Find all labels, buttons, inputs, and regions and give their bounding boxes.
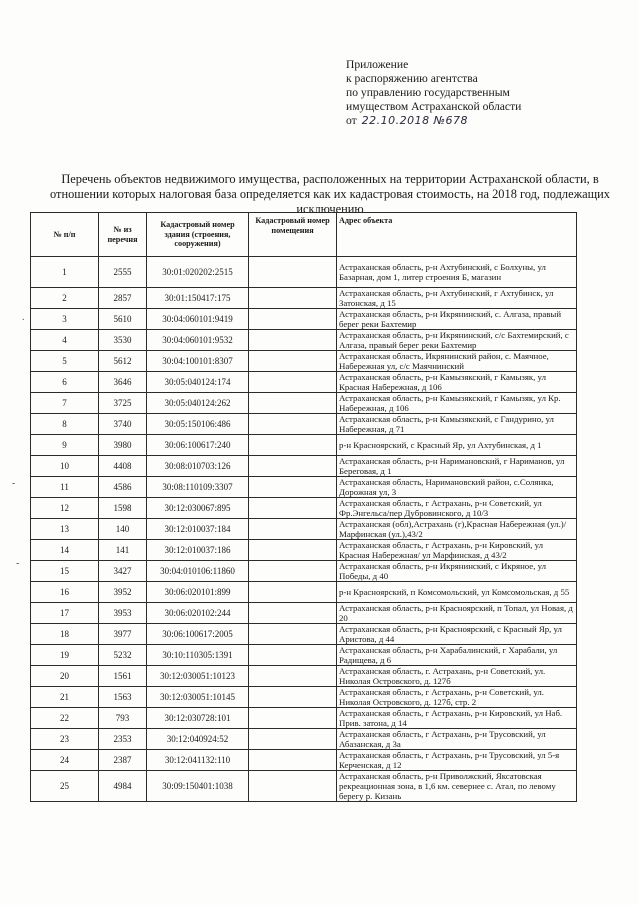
appendix-line: Приложение — [346, 58, 409, 71]
table-row — [31, 582, 577, 603]
date-prefix: от — [346, 114, 357, 127]
cell-list-num: 141 — [99, 540, 147, 561]
cell-list-num: 3725 — [99, 393, 147, 414]
cell-cadastral-premises — [249, 351, 337, 372]
cell-cadastral-premises — [249, 414, 337, 435]
cell-address: Астраханская область, Наримановский район, с.Солянка, Дорожная ул, 3 — [337, 477, 577, 498]
cell-cadastral-premises — [249, 624, 337, 645]
cell-cadastral-building: 30:01:020202:2515 — [147, 257, 249, 288]
appendix-line: к распоряжению агентства — [346, 72, 478, 85]
table-row — [31, 561, 577, 582]
table-row — [31, 708, 577, 729]
cell-address: Астраханская область, р-н Икрянинский, с Икряное, ул Победы, д 40 — [337, 561, 577, 582]
header-cadastral-premises: Кадастровый номер помещения — [249, 213, 337, 257]
table-row — [31, 372, 577, 393]
cell-num: 11 — [31, 477, 99, 498]
cell-address: Астраханская область, р-н Красноярский, п Топал, ул Новая, д 20 — [337, 603, 577, 624]
cell-address: Астраханская область, Икрянинский район, с. Маячное, Набережная ул, с/с Маячнинский — [337, 351, 577, 372]
cell-list-num: 4586 — [99, 477, 147, 498]
cell-list-num: 1563 — [99, 687, 147, 708]
cell-num: 23 — [31, 729, 99, 750]
table-header-row — [31, 213, 577, 257]
cell-num: 1 — [31, 257, 99, 288]
cell-list-num: 140 — [99, 519, 147, 540]
cell-list-num: 4408 — [99, 456, 147, 477]
margin-mark: . — [22, 312, 25, 323]
table-row — [31, 687, 577, 708]
document-title: Перечень объектов недвижимого имущества, расположенных на территории Астраханской области, в отношении которых налоговая база определяется как их кадастровая стоимость, на 2018 год, подлежащих исключению — [50, 172, 610, 216]
cell-cadastral-premises — [249, 666, 337, 687]
cell-cadastral-building: 30:10:110305:1391 — [147, 645, 249, 666]
header-num: № п/п — [31, 213, 99, 257]
cell-num: 10 — [31, 456, 99, 477]
cell-num: 15 — [31, 561, 99, 582]
cell-cadastral-premises — [249, 582, 337, 603]
cell-address: Астраханская область, г Астрахань, р-н Кировский, ул Красная Набережная/ ул Марфинская, д 43/2 — [337, 540, 577, 561]
cell-num: 14 — [31, 540, 99, 561]
appendix-block — [346, 58, 521, 128]
cell-cadastral-premises — [249, 519, 337, 540]
cell-address: Астраханская область, р-н Камызякский, с Гандурино, ул Набережная, д 71 — [337, 414, 577, 435]
cell-address: Астраханская область, р-н Харабалинский, г Харабали, ул Радищева, д 6 — [337, 645, 577, 666]
cell-num: 5 — [31, 351, 99, 372]
header-cadastral-building: Кадастровый номер здания (строения, сооружения) — [147, 213, 249, 257]
cell-num: 18 — [31, 624, 99, 645]
cell-cadastral-premises — [249, 540, 337, 561]
cell-address: Астраханская область, г Астрахань, р-н Советский, ул Фр.Энгельса/пер Дубровинского, д 10/3 — [337, 498, 577, 519]
cell-cadastral-premises — [249, 645, 337, 666]
cell-num: 9 — [31, 435, 99, 456]
cell-cadastral-building: 30:12:010037:186 — [147, 540, 249, 561]
table-row — [31, 456, 577, 477]
cell-cadastral-premises — [249, 372, 337, 393]
cell-cadastral-premises — [249, 729, 337, 750]
cell-address: Астраханская (обл),Астрахань (г),Красная Набережная (ул.)/Марфинская (ул.),43/2 — [337, 519, 577, 540]
cell-list-num: 3977 — [99, 624, 147, 645]
cell-address: Астраханская область, р-н Икрянинский, с/с Бахтемирский, с Алгаза, правый берег реки Бахтемир — [337, 330, 577, 351]
cell-cadastral-building: 30:12:030051:10145 — [147, 687, 249, 708]
cell-num: 2 — [31, 288, 99, 309]
table-row — [31, 645, 577, 666]
cell-list-num: 793 — [99, 708, 147, 729]
cell-cadastral-building: 30:05:040124:174 — [147, 372, 249, 393]
cell-num: 4 — [31, 330, 99, 351]
cell-list-num: 3427 — [99, 561, 147, 582]
cell-cadastral-premises — [249, 288, 337, 309]
cell-cadastral-building: 30:12:030067:895 — [147, 498, 249, 519]
cell-cadastral-building: 30:06:020101:899 — [147, 582, 249, 603]
cell-cadastral-building: 30:12:030051:10123 — [147, 666, 249, 687]
table-row — [31, 477, 577, 498]
cell-cadastral-building: 30:04:100101:8307 — [147, 351, 249, 372]
table-row — [31, 624, 577, 645]
cell-list-num: 1561 — [99, 666, 147, 687]
cell-num: 7 — [31, 393, 99, 414]
cell-cadastral-building: 30:04:010106:11860 — [147, 561, 249, 582]
cell-num: 20 — [31, 666, 99, 687]
table-row — [31, 257, 577, 288]
cell-cadastral-building: 30:06:100617:240 — [147, 435, 249, 456]
cell-address: Астраханская область, р-н Икрянинский, с. Алгаза, правый берег реки Бахтемир — [337, 309, 577, 330]
cell-cadastral-building: 30:08:110109:3307 — [147, 477, 249, 498]
table-row — [31, 435, 577, 456]
cell-cadastral-premises — [249, 330, 337, 351]
cell-num: 6 — [31, 372, 99, 393]
cell-address: Астраханская область, г. Астрахань, р-н Советский, ул. Николая Островского, д. 127б — [337, 666, 577, 687]
cell-cadastral-premises — [249, 435, 337, 456]
cell-address: р-н Красноярский, с Красный Яр, ул Ахтубинская, д 1 — [337, 435, 577, 456]
table-row — [31, 750, 577, 771]
cell-list-num: 3980 — [99, 435, 147, 456]
cell-cadastral-premises — [249, 393, 337, 414]
cell-cadastral-premises — [249, 750, 337, 771]
cell-list-num: 5232 — [99, 645, 147, 666]
handwritten-date: 22.10.2018 №678 — [361, 114, 469, 127]
cell-cadastral-premises — [249, 771, 337, 802]
table-row — [31, 603, 577, 624]
table-row — [31, 351, 577, 372]
table-row — [31, 309, 577, 330]
cell-cadastral-building: 30:06:100617:2005 — [147, 624, 249, 645]
cell-address: Астраханская область, г Астрахань, р-н Трусовский, ул Абазанская, д 3а — [337, 729, 577, 750]
cell-address: Астраханская область, г Астрахань, р-н Советский, ул. Николая Островского, д. 127б, стр. 2 — [337, 687, 577, 708]
table-row — [31, 666, 577, 687]
objects-table — [30, 212, 577, 802]
cell-list-num: 2857 — [99, 288, 147, 309]
cell-cadastral-building: 30:12:030728:101 — [147, 708, 249, 729]
table-row — [31, 729, 577, 750]
table-row — [31, 771, 577, 802]
cell-address: Астраханская область, г Астрахань, р-н Трусовский, ул 5-я Керченская, д 12 — [337, 750, 577, 771]
cell-cadastral-building: 30:04:060101:9532 — [147, 330, 249, 351]
cell-address: Астраханская область, г Астрахань, р-н Кировский, ул Наб. Прив. затона, д 14 — [337, 708, 577, 729]
table-row — [31, 540, 577, 561]
header-list-num: № из перечня — [99, 213, 147, 257]
cell-cadastral-premises — [249, 687, 337, 708]
appendix-line: по управлению государственным — [346, 86, 510, 99]
cell-list-num: 5610 — [99, 309, 147, 330]
cell-cadastral-building: 30:12:010037:184 — [147, 519, 249, 540]
cell-list-num: 2387 — [99, 750, 147, 771]
cell-num: 3 — [31, 309, 99, 330]
cell-cadastral-building: 30:05:040124:262 — [147, 393, 249, 414]
margin-mark: - — [16, 558, 20, 569]
cell-cadastral-building: 30:09:150401:1038 — [147, 771, 249, 802]
table-row — [31, 414, 577, 435]
cell-list-num: 5612 — [99, 351, 147, 372]
cell-cadastral-building: 30:04:060101:9419 — [147, 309, 249, 330]
cell-num: 25 — [31, 771, 99, 802]
cell-num: 8 — [31, 414, 99, 435]
cell-num: 22 — [31, 708, 99, 729]
appendix-date — [346, 114, 521, 128]
cell-address: Астраханская область, р-н Приволжский, Яксатовская рекреационная зона, в 1,6 км. севернее с. Атал, по левому берегу р. Кизань — [337, 771, 577, 802]
cell-num: 17 — [31, 603, 99, 624]
table-row — [31, 330, 577, 351]
cell-num: 24 — [31, 750, 99, 771]
cell-address: р-н Красноярский, п Комсомольский, ул Комсомольская, д 55 — [337, 582, 577, 603]
cell-cadastral-premises — [249, 708, 337, 729]
cell-cadastral-premises — [249, 257, 337, 288]
cell-list-num: 2555 — [99, 257, 147, 288]
cell-cadastral-building: 30:12:041132:110 — [147, 750, 249, 771]
cell-cadastral-building: 30:01:150417:175 — [147, 288, 249, 309]
cell-cadastral-building: 30:08:010703:126 — [147, 456, 249, 477]
cell-cadastral-premises — [249, 603, 337, 624]
cell-num: 13 — [31, 519, 99, 540]
cell-num: 21 — [31, 687, 99, 708]
table-body — [31, 257, 577, 802]
cell-list-num: 3952 — [99, 582, 147, 603]
table-row — [31, 519, 577, 540]
table-row — [31, 498, 577, 519]
cell-list-num: 3646 — [99, 372, 147, 393]
cell-cadastral-building: 30:05:150106:486 — [147, 414, 249, 435]
cell-list-num: 3740 — [99, 414, 147, 435]
appendix-line: имуществом Астраханской области — [346, 100, 522, 113]
cell-address: Астраханская область, р-н Камызякский, г Камызяк, ул Красная Набережная, д 106 — [337, 372, 577, 393]
header-address: Адрес объекта — [337, 213, 577, 257]
cell-list-num: 4984 — [99, 771, 147, 802]
cell-cadastral-premises — [249, 456, 337, 477]
cell-list-num: 1598 — [99, 498, 147, 519]
cell-cadastral-premises — [249, 477, 337, 498]
cell-list-num: 2353 — [99, 729, 147, 750]
cell-list-num: 3953 — [99, 603, 147, 624]
cell-cadastral-premises — [249, 309, 337, 330]
cell-cadastral-premises — [249, 561, 337, 582]
cell-cadastral-building: 30:12:040924:52 — [147, 729, 249, 750]
cell-num: 12 — [31, 498, 99, 519]
cell-address: Астраханская область, р-н Красноярский, с Красный Яр, ул Аристова, д 44 — [337, 624, 577, 645]
cell-cadastral-building: 30:06:020102:244 — [147, 603, 249, 624]
cell-address: Астраханская область, р-н Ахтубинский, с Болхуны, ул Базарная, дом 1, литер строения Б, магазин — [337, 257, 577, 288]
margin-mark: - — [12, 478, 16, 489]
table-row — [31, 288, 577, 309]
cell-num: 19 — [31, 645, 99, 666]
cell-num: 16 — [31, 582, 99, 603]
table-row — [31, 393, 577, 414]
cell-list-num: 3530 — [99, 330, 147, 351]
cell-address: Астраханская область, р-н Камызякский, г Камызяк, ул Кр. Набережная, д 106 — [337, 393, 577, 414]
cell-cadastral-premises — [249, 498, 337, 519]
cell-address: Астраханская область, р-н Наримановский, г Нариманов, ул Береговая, д 1 — [337, 456, 577, 477]
cell-address: Астраханская область, р-н Ахтубинский, г Ахтубинск, ул Затонская, д 15 — [337, 288, 577, 309]
